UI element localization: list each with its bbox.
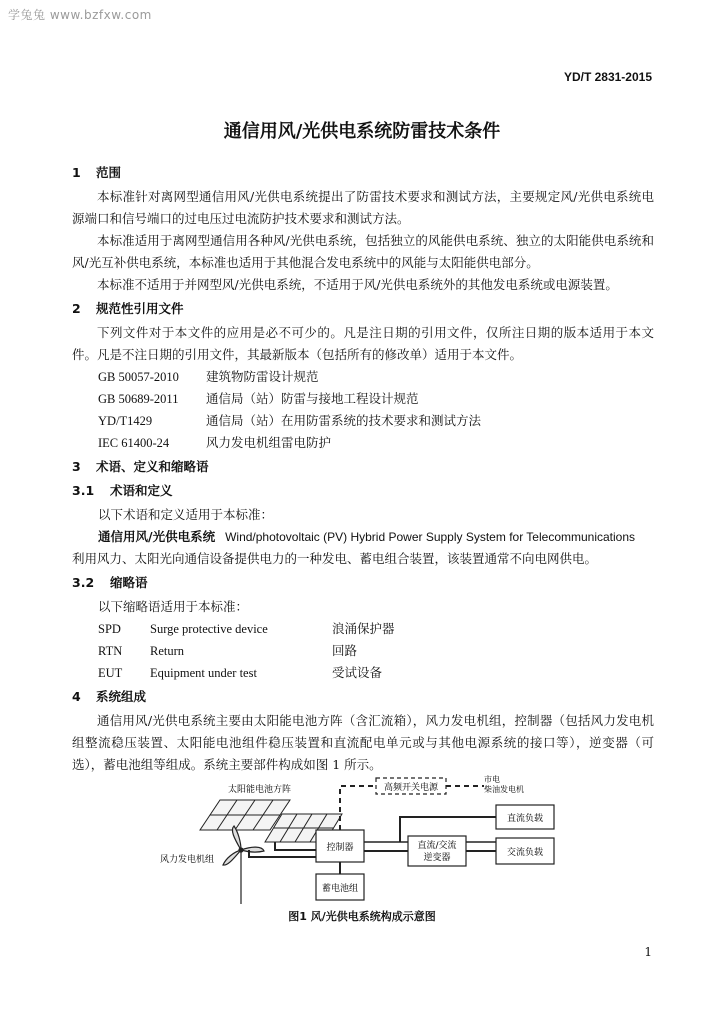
abbreviation-english: Surge protective device: [150, 622, 268, 636]
reference-item: [98, 410, 654, 432]
reference-code: IEC 61400-24: [98, 436, 170, 450]
figure-caption: 图1 风/光供电系统构成示意图: [288, 910, 436, 923]
section-3-1-heading: [72, 480, 654, 502]
section-2-heading: [72, 298, 654, 320]
reference-item: [98, 388, 654, 410]
dc-load-label: 直流负载: [506, 814, 544, 824]
term-definition: 利用风力、太阳光向通信设备提供电力的一种发电、蓄电组合装置，该装置通常不向电网供电。: [72, 551, 598, 566]
section-4-heading: [72, 686, 654, 708]
document-number: YD/T 2831-2015: [563, 70, 652, 84]
abbreviation-row: [98, 662, 654, 684]
system-diagram: [150, 772, 580, 922]
abbreviation-chinese: 受试设备: [332, 665, 383, 680]
reference-item: [98, 432, 654, 454]
wind-turbine-label: 风力发电机组: [160, 855, 215, 865]
paragraph: 本标准适用于离网型通信用各种风/光供电系统，包括独立的风能供电系统、独立的太阳能供电系统和风/光互补供电系统，本标准也适用于其他混合发电系统中的风能与太阳能供电部分。: [72, 233, 654, 270]
grid-label: 市电: [484, 775, 500, 784]
paragraph: 本标准针对离网型通信用风/光供电系统提出了防雷技术要求和测试方法，主要规定风/光供电系统电源端口和信号端口的过电压过电流防护技术要求和测试方法。: [72, 189, 654, 226]
section-title: 规范性引用文件: [96, 301, 184, 316]
reference-title: 通信局（站）防雷与接地工程设计规范: [206, 391, 419, 406]
solar-label: 太阳能电池方阵: [228, 785, 292, 795]
term-english: Wind/photovoltaic (PV) Hybrid Power Supply System for Telecommunications: [225, 530, 636, 544]
section-number: 4: [72, 689, 81, 704]
reference-code: GB 50689-2011: [98, 392, 179, 406]
wind-turbine-icon: [223, 826, 264, 904]
reference-title: 风力发电机组雷电防护: [206, 435, 332, 450]
battery-label: 蓄电池组: [321, 884, 359, 894]
paragraph: 本标准不适用于并网型风/光供电系统，不适用于风/光供电系统外的其他发电系统或电源装置。: [97, 277, 618, 292]
term-entry: [98, 526, 654, 548]
paragraph: 以下术语和定义适用于本标准：: [98, 507, 274, 522]
reference-code: GB 50057-2010: [98, 370, 179, 384]
page-title: 通信用风/光供电系统防雷技术条件: [223, 121, 501, 142]
abbreviation-row: [98, 618, 654, 640]
section-3-heading: [72, 456, 654, 478]
paragraph: 下列文件对于本文件的应用是必不可少的。凡是注日期的引用文件，仅所注日期的版本适用于本文件。凡是不注日期的引用文件，其最新版本（包括所有的修改单）适用于本文件。: [72, 325, 654, 362]
section-number: 2: [72, 301, 81, 316]
abbreviation: RTN: [98, 644, 123, 658]
section-1-heading: [72, 162, 654, 184]
abbreviation: SPD: [98, 622, 121, 636]
abbreviation: EUT: [98, 666, 123, 680]
section-number: 1: [72, 165, 81, 180]
term-chinese: 通信用风/光供电系统: [98, 529, 216, 544]
abbreviation-english: Return: [150, 644, 185, 658]
paragraph: 通信用风/光供电系统主要由太阳能电池方阵（含汇流箱），风力发电机组，控制器（包括风力发电机组整流稳压装置、太阳能电池组件稳压装置和直流配电单元或与其他电源系统的接口等），逆变器（可选），蓄电池组等组成。系统主要部件构成如图 1 所示。: [72, 713, 654, 772]
section-title: 范围: [96, 165, 122, 180]
ac-load-label: 交流负载: [506, 848, 544, 858]
section-title: 系统组成: [96, 689, 147, 704]
section-title: 术语、定义和缩略语: [96, 459, 209, 474]
reference-item: [98, 366, 654, 388]
inverter-label-2: 逆变器: [423, 853, 451, 863]
abbreviation-chinese: 浪涌保护器: [332, 621, 395, 636]
section-number: 3: [72, 459, 81, 474]
reference-title: 通信局（站）在用防雷系统的技术要求和测试方法: [206, 413, 482, 428]
section-title: 缩略语: [110, 575, 148, 590]
watermark: 学兔兔 www.bzfxw.com: [8, 8, 152, 22]
section-number: 3.1: [72, 483, 95, 498]
diesel-label: 柴油发电机: [484, 785, 524, 794]
hf-power-label: 高频开关电源: [383, 783, 439, 793]
page-number: 1: [644, 945, 652, 959]
abbreviation-chinese: 回路: [332, 643, 358, 658]
abbreviation-row: [98, 640, 654, 662]
reference-title: 建筑物防雷设计规范: [206, 369, 319, 384]
document-body: [72, 160, 654, 776]
section-number: 3.2: [72, 575, 95, 590]
inverter-label-1: 直流/交流: [417, 841, 457, 851]
paragraph: 以下缩略语适用于本标准：: [98, 599, 249, 614]
reference-code: YD/T1429: [98, 414, 153, 428]
section-3-2-heading: [72, 572, 654, 594]
section-title: 术语和定义: [110, 483, 173, 498]
abbreviation-english: Equipment under test: [150, 666, 257, 680]
controller-label: 控制器: [326, 843, 354, 853]
